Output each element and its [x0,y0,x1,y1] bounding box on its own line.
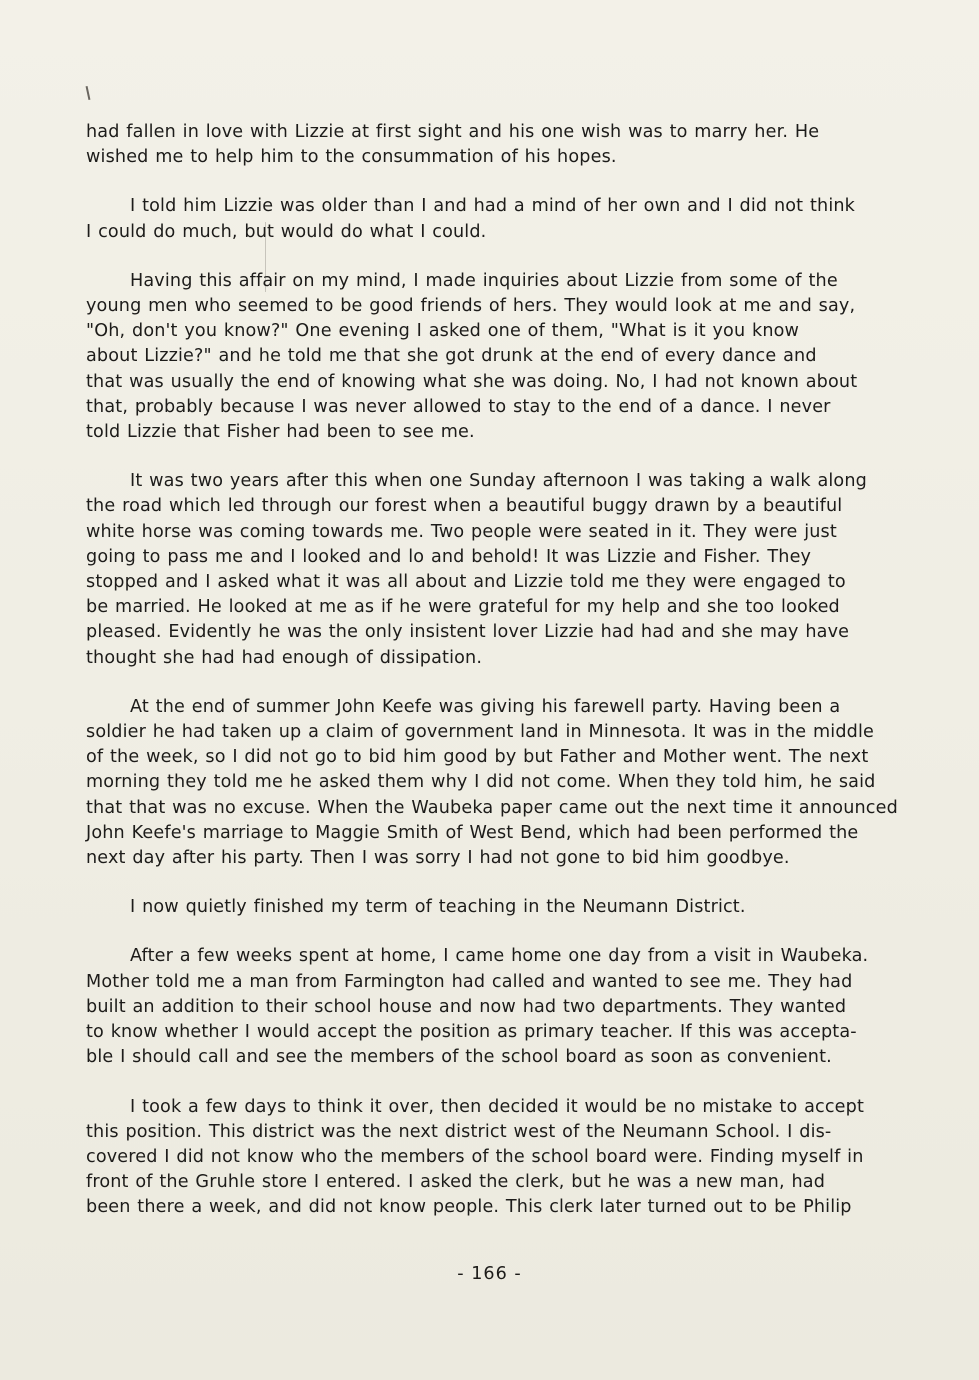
text-line: next day after his party. Then I was sorry I had not gone to bid him goodbye. [86,848,790,869]
text-line: of the week, so I did not go to bid him good by but Father and Mother went. The next [86,747,869,768]
text-line: I told him Lizzie was older than I and had a mind of her own and I did not think [130,196,855,217]
text-line: John Keefe's marriage to Maggie Smith of West Bend, which had been performed the [86,822,859,843]
paragraph-7 [86,944,916,1070]
text-line: Mother told me a man from Farmington had called and wanted to see me. They had [86,971,853,992]
text-line: this position. This district was the next district west of the Neumann School. I dis- [86,1121,832,1142]
text-line: be married. He looked at me as if he were grateful for my help and she too looked [86,597,840,618]
text-line: that, probably because I was never allowed to stay to the end of a dance. I never [86,396,831,417]
margin-mark [86,86,91,100]
page-number: - 166 - [457,1264,522,1284]
text-line: white horse was coming towards me. Two people were seated in it. They were just [86,521,837,542]
text-line: wished me to help him to the consummation of his hopes. [86,147,617,168]
text-line: I now quietly finished my term of teaching in the Neumann District. [130,897,746,918]
text-line: After a few weeks spent at home, I came home one day from a visit in Waubeka. [130,946,869,967]
text-line: Having this affair on my mind, I made inquiries about Lizzie from some of the [130,270,838,291]
text-line: soldier he had taken up a claim of government land in Minnesota. It was in the middle [86,722,874,743]
text-line: At the end of summer John Keefe was giving his farewell party. Having been a [130,696,841,717]
text-line: pleased. Evidently he was the only insistent lover Lizzie had had and she may have [86,622,850,643]
paragraph-3 [86,269,916,445]
body-text [86,120,916,1245]
text-line: the road which led through our forest when a beautiful buggy drawn by a beautiful [86,496,843,517]
text-line: that that was no excuse. When the Waubeka paper came out the next time it announced [86,797,898,818]
text-line: had fallen in love with Lizzie at first sight and his one wish was to marry her. He [86,122,820,142]
text-line: young men who seemed to be good friends of hers. They would look at me and say, [86,296,856,317]
text-line: going to pass me and I looked and lo and behold! It was Lizzie and Fisher. They [86,546,812,567]
text-line: that was usually the end of knowing what she was doing. No, I had not known about [86,371,858,392]
text-line: "Oh, don't you know?" One evening I asked one of them, "What is it you know [86,321,800,342]
text-line: I took a few days to think it over, then decided it would be no mistake to accept [130,1096,865,1117]
text-line: morning they told me he asked them why I did not come. When they told him, he said [86,772,876,793]
text-line: front of the Gruhle store I entered. I asked the clerk, but he was a new man, had [86,1172,826,1193]
paragraph-8 [86,1095,916,1221]
paragraph-4 [86,469,916,671]
text-line: It was two years after this when one Sunday afternoon I was taking a walk along [130,471,867,492]
text-line: told Lizzie that Fisher had been to see me. [86,422,475,443]
text-line: about Lizzie?" and he told me that she got drunk at the end of every dance and [86,346,817,367]
text-line: ble I should call and see the members of the school board as soon as convenient. [86,1047,832,1068]
text-line: been there a week, and did not know people. This clerk later turned out to be Philip [86,1197,852,1218]
paragraph-1 [86,120,916,170]
text-line: covered I did not know who the members of the school board were. Finding myself in [86,1146,864,1167]
text-line: I could do much, but would do what I could. [86,221,487,242]
text-line: thought she had had enough of dissipation. [86,647,483,668]
paragraph-6 [86,895,916,920]
text-line: built an addition to their school house and now had two departments. They wanted [86,996,847,1017]
text-line: to know whether I would accept the position as primary teacher. If this was accepta- [86,1022,857,1043]
paragraph-5 [86,695,916,871]
paragraph-2 [86,194,916,244]
text-line: stopped and I asked what it was all about and Lizzie told me they were engaged to [86,572,846,593]
